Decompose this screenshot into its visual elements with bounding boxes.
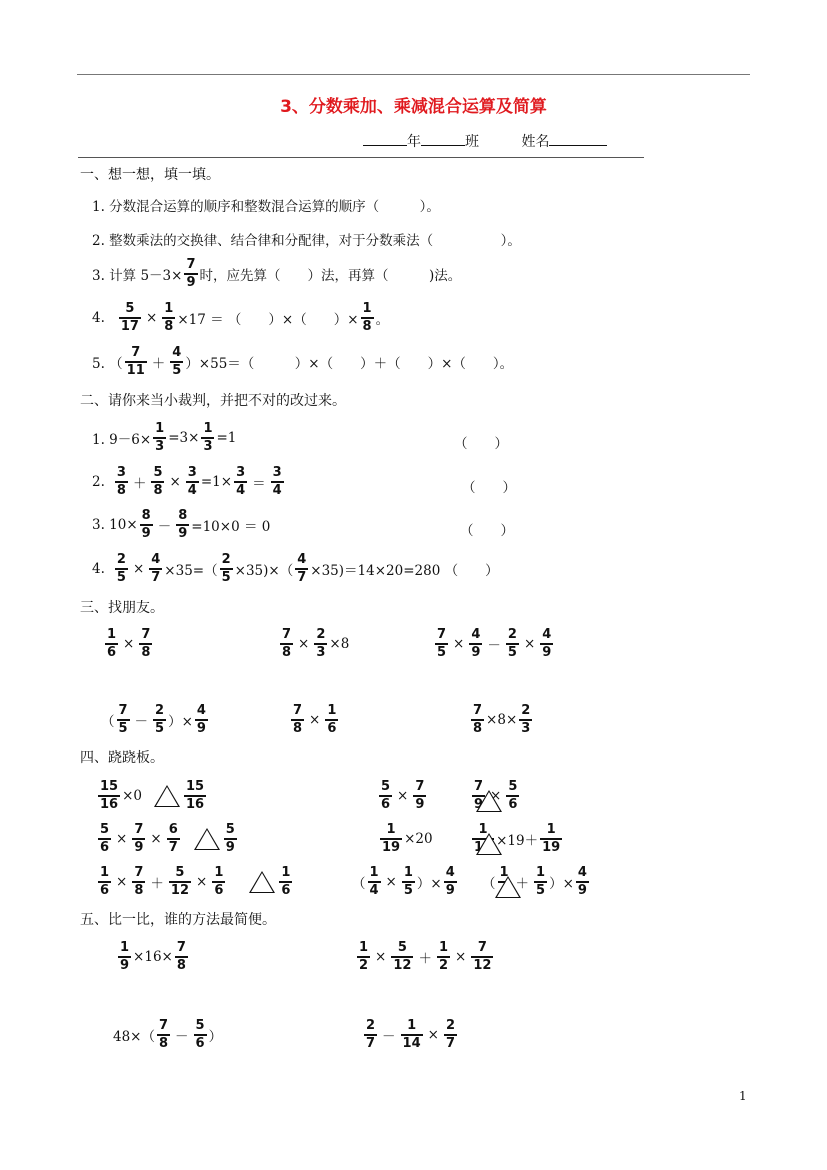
fraction-1-19: $\frac{1}{19}$ [542, 822, 561, 855]
fraction-5-6: $\frac{5}{6}$ [195, 1018, 205, 1051]
s2-q1-judge-paren[interactable]: （ ） [454, 436, 508, 452]
s1-question-5: 5. （ $\frac{7}{11}$ ＋ $\frac{4}{5}$ ）×55＝（ ）×（ ）＋（ ）×（ ）。 [92, 345, 514, 378]
fraction-7-5: $\frac{7}{5}$ [118, 703, 128, 736]
s5-close-paren: ） [208, 1028, 223, 1045]
s4-row1-right: $\frac{7}{9}$ × $\frac{5}{6}$ [474, 779, 518, 812]
fraction-1-5: $\frac{1}{5}$ [403, 865, 413, 898]
s2-q2-number: 2. [92, 473, 105, 490]
grade-blank[interactable] [363, 131, 407, 146]
fraction-2-7: $\frac{2}{7}$ [366, 1018, 376, 1051]
class-label: 班 [465, 134, 479, 150]
fraction-1-5: $\frac{1}{5}$ [536, 865, 546, 898]
compare-triangle-icon[interactable] [476, 790, 502, 812]
fraction-7-11: $\frac{7}{11}$ [126, 345, 145, 378]
s4-row3-mid: （ $\frac{1}{4}$ × $\frac{1}{5}$ ）× $\frac{4}{9}$ [352, 865, 455, 898]
section-4-heading: 四、跷跷板。 [80, 750, 164, 766]
fraction-7-8: $\frac{7}{8}$ [282, 627, 292, 660]
fraction-5-17: $\frac{5}{17}$ [120, 301, 139, 334]
fraction-5-6: $\frac{5}{6}$ [508, 779, 518, 812]
fraction-15-16: $\frac{15}{16}$ [186, 779, 205, 812]
s2-q1-text-b: =3× [168, 429, 200, 446]
s1-q4-end: 。 [375, 311, 390, 328]
fraction-5-6: $\frac{5}{6}$ [381, 779, 391, 812]
compare-triangle-icon[interactable] [154, 785, 180, 807]
s4-row3-left: $\frac{1}{6}$ × $\frac{7}{8}$ ＋ $\frac{5}{12}$ × $\frac{1}{6}$ $\frac{1}{6}$ [100, 865, 291, 898]
compare-triangle-icon[interactable] [194, 828, 220, 850]
s1-q5-text-b: ）×55＝（ ）×（ ）＋（ ）×（ ）。 [185, 355, 514, 372]
compare-triangle-icon[interactable] [249, 871, 275, 893]
fraction-5-12: $\frac{5}{12}$ [393, 940, 412, 973]
s4-row1-mid: $\frac{5}{6}$ × $\frac{7}{9}$ [381, 779, 425, 812]
s3-expr-5: $\frac{7}{8}$ × $\frac{1}{6}$ [293, 703, 337, 736]
fraction-1-8: $\frac{1}{8}$ [164, 301, 174, 334]
fraction-2-7: $\frac{2}{7}$ [445, 1018, 455, 1051]
fraction-2-3: $\frac{2}{3}$ [521, 703, 531, 736]
class-blank[interactable] [421, 131, 465, 146]
s3-expr-2: $\frac{7}{8}$ × $\frac{2}{3}$ ×8 [282, 627, 350, 660]
fraction-4-9: $\frac{4}{9}$ [196, 703, 206, 736]
s2-q3-text-b: =10×0 ＝ 0 [191, 518, 271, 535]
page-number: 1 [739, 1089, 747, 1103]
s3-expr-3: $\frac{7}{5}$ × $\frac{4}{9}$ － $\frac{2}{5}$ × $\frac{4}{9}$ [437, 627, 552, 660]
grade-label: 年 [407, 134, 421, 150]
fraction-1-14: $\frac{1}{14}$ [402, 1018, 421, 1051]
s1-q3-text-a: 3. 计算 5－3× [92, 267, 183, 284]
fraction-1-4: $\frac{1}{4}$ [499, 865, 509, 898]
s3-expr-4: （ $\frac{7}{5}$ － $\frac{2}{5}$ ）× $\frac{4}{9}$ [101, 703, 206, 736]
s4-times-19-plus: ×19＋ [496, 832, 539, 849]
fraction-4-9: $\frac{4}{9}$ [542, 627, 552, 660]
fraction-7-8: $\frac{7}{8}$ [134, 865, 144, 898]
s2-question-3: 3. 10× $\frac{8}{9}$ － $\frac{8}{9}$ =10×0 ＝ 0 [92, 508, 271, 541]
s2-question-1 [92, 422, 236, 454]
s5-times-16-times: ×16× [133, 948, 173, 965]
fraction-1-3: $\frac{1}{3}$ [203, 421, 213, 454]
s1-q5-text-a: 5. （ [92, 355, 123, 372]
s1-question-3 [92, 258, 461, 290]
s2-q2-judge-paren[interactable]: （ ） [462, 480, 516, 496]
s2-q3-text-a: 3. 10× [92, 516, 138, 533]
s2-q4-text-d: ×35)＝14×20=280 （ ） [310, 562, 499, 579]
fraction-2-5: $\frac{2}{5}$ [221, 552, 231, 585]
s3-times-8-times: ×8× [486, 711, 518, 728]
fraction-1-2: $\frac{1}{2}$ [438, 940, 448, 973]
fraction-5-12: $\frac{5}{12}$ [170, 865, 189, 898]
s1-q4-number: 4. [92, 309, 105, 326]
fraction-3-4: $\frac{3}{4}$ [236, 465, 246, 498]
fraction-1-6: $\frac{1}{6}$ [100, 865, 110, 898]
s4-row2-left: $\frac{5}{6}$ × $\frac{7}{9}$ × $\frac{6}{7}$ $\frac{5}{9}$ [100, 822, 235, 855]
s1-question-4: 4. $\frac{5}{17}$ × $\frac{1}{8}$ ×17 ＝ （ ）×（ ）× $\frac{1}{8}$ 。 [92, 301, 390, 334]
s4-row3-right: （ $\frac{1}{4}$ ＋ $\frac{1}{5}$ ）× $\frac{4}{9}$ [482, 865, 587, 898]
s4-times-20: ×20 [404, 830, 433, 847]
fraction-4-9: $\frac{4}{9}$ [471, 627, 481, 660]
s2-q1-text-c: =1 [216, 429, 237, 446]
section-1-heading: 一、想一想，填一填。 [80, 167, 220, 183]
fraction-7-9: $\frac{7}{9}$ [134, 822, 144, 855]
s2-q1-text-a: 1. 9－6× [92, 431, 152, 448]
s5-expr-3: 48×（ $\frac{7}{8}$ － $\frac{5}{6}$ ） [113, 1018, 223, 1051]
s3-times-8: ×8 [329, 635, 350, 652]
top-rule [77, 74, 750, 75]
fraction-7-8: $\frac{7}{8}$ [293, 703, 303, 736]
fraction-1-4: $\frac{1}{4}$ [369, 865, 379, 898]
fraction-3-4: $\frac{3}{4}$ [187, 465, 197, 498]
student-info [363, 131, 607, 151]
s2-q4-number: 4. [92, 560, 105, 577]
fraction-1-6: $\frac{1}{6}$ [214, 865, 224, 898]
fraction-2-5: $\frac{2}{5}$ [507, 627, 517, 660]
fraction-7-8: $\frac{7}{8}$ [473, 703, 483, 736]
s5-48-times: 48×（ [113, 1028, 155, 1045]
fraction-4-7: $\frac{4}{7}$ [151, 552, 161, 585]
fraction-7-5: $\frac{7}{5}$ [437, 627, 447, 660]
fraction-7-8: $\frac{7}{8}$ [176, 940, 186, 973]
fraction-7-8: $\frac{7}{8}$ [159, 1018, 169, 1051]
section-5-heading: 五、比一比，谁的方法最简便。 [80, 912, 276, 928]
s2-question-2: 2. $\frac{3}{8}$ ＋ $\frac{5}{8}$ × $\frac{3}{4}$ =1× $\frac{3}{4}$ ＝ $\frac{3}{4}$ [92, 465, 282, 498]
fraction-7-9: $\frac{7}{9}$ [474, 779, 484, 812]
section-3-heading: 三、找朋友。 [80, 600, 164, 616]
fraction-4-7: $\frac{4}{7}$ [297, 552, 307, 585]
fraction-5-6: $\frac{5}{6}$ [100, 822, 110, 855]
fraction-8-9: $\frac{8}{9}$ [178, 508, 188, 541]
s5-expr-4: $\frac{2}{7}$ － $\frac{1}{14}$ × $\frac{2}{7}$ [366, 1018, 455, 1051]
fraction-2-3: $\frac{2}{3}$ [316, 627, 326, 660]
fraction-1-19: $\frac{1}{19}$ [474, 822, 493, 855]
s4-row1-left [96, 780, 208, 812]
page-title: 3、分数乘加、乘减混合运算及简算 [280, 97, 547, 117]
s1-q3-text-b: 时，应先算（ ）法，再算（ )法。 [199, 267, 462, 284]
fraction-4-9: $\frac{4}{9}$ [445, 865, 455, 898]
s1-q4-text: ×17 ＝ （ ）×（ ）× [177, 311, 359, 328]
fraction-2-5: $\frac{2}{5}$ [116, 552, 126, 585]
fraction-4-5: $\frac{4}{5}$ [172, 345, 182, 378]
fraction-1-6: $\frac{1}{6}$ [281, 865, 291, 898]
name-label: 姓名 [521, 134, 550, 150]
fraction-1-19: $\frac{1}{19}$ [382, 822, 401, 855]
fraction-5-9: $\frac{5}{9}$ [225, 822, 235, 855]
fraction-1-9: $\frac{1}{9}$ [120, 940, 130, 973]
compare-triangle-icon[interactable] [495, 876, 521, 898]
fraction-7-12: $\frac{7}{12}$ [473, 940, 492, 973]
fraction-3-8: $\frac{3}{8}$ [116, 465, 126, 498]
s1-question-2: 2. 整数乘法的交换律、结合律和分配律，对于分数乘法（ ）。 [92, 233, 521, 249]
fraction-1-2: $\frac{1}{2}$ [359, 940, 369, 973]
s3-expr-6 [469, 704, 534, 736]
name-blank[interactable] [549, 131, 607, 146]
fraction-1-6: $\frac{1}{6}$ [327, 703, 337, 736]
s2-q4-text-b: ×35=（ [164, 562, 218, 579]
section-2-heading: 二、请你来当小裁判，并把不对的改过来。 [80, 393, 346, 409]
s5-expr-1 [116, 941, 190, 973]
fraction-1-3: $\frac{1}{3}$ [155, 421, 165, 454]
fraction-2-5: $\frac{2}{5}$ [155, 703, 165, 736]
fraction-5-8: $\frac{5}{8}$ [153, 465, 163, 498]
s4-row2-mid [378, 823, 433, 855]
fraction-6-7: $\frac{6}{7}$ [168, 822, 178, 855]
fraction-15-16: $\frac{15}{16}$ [100, 779, 119, 812]
fraction-7-8: $\frac{7}{8}$ [141, 627, 151, 660]
s2-q4-text-c: ×35)×（ [234, 562, 294, 579]
s1-question-1: 1. 分数混合运算的顺序和整数混合运算的顺序（ ）。 [92, 199, 440, 215]
fraction-8-9: $\frac{8}{9}$ [141, 508, 151, 541]
fraction-1-6: $\frac{1}{6}$ [107, 627, 117, 660]
s2-q2-text: =1× [200, 473, 233, 490]
s5-expr-2: $\frac{1}{2}$ × $\frac{5}{12}$ ＋ $\frac{1}{2}$ × $\frac{7}{12}$ [359, 940, 492, 973]
s3-expr-1: $\frac{1}{6}$ × $\frac{7}{8}$ [107, 627, 151, 660]
s4-times-0: ×0 [122, 787, 142, 804]
s2-q3-judge-paren[interactable]: （ ） [460, 523, 514, 539]
info-rule [78, 157, 644, 158]
fraction-3-4: $\frac{3}{4}$ [272, 465, 282, 498]
fraction-7-9: $\frac{7}{9}$ [186, 257, 196, 290]
s2-question-4: 4. $\frac{2}{5}$ × $\frac{4}{7}$ ×35=（ $\frac{2}{5}$ ×35)×（ $\frac{4}{7}$ ×35)＝14×20=280 （ ） [92, 552, 499, 585]
fraction-4-9: $\frac{4}{9}$ [577, 865, 587, 898]
fraction-1-8: $\frac{1}{8}$ [362, 301, 372, 334]
fraction-7-9: $\frac{7}{9}$ [415, 779, 425, 812]
compare-triangle-icon[interactable] [476, 833, 502, 855]
